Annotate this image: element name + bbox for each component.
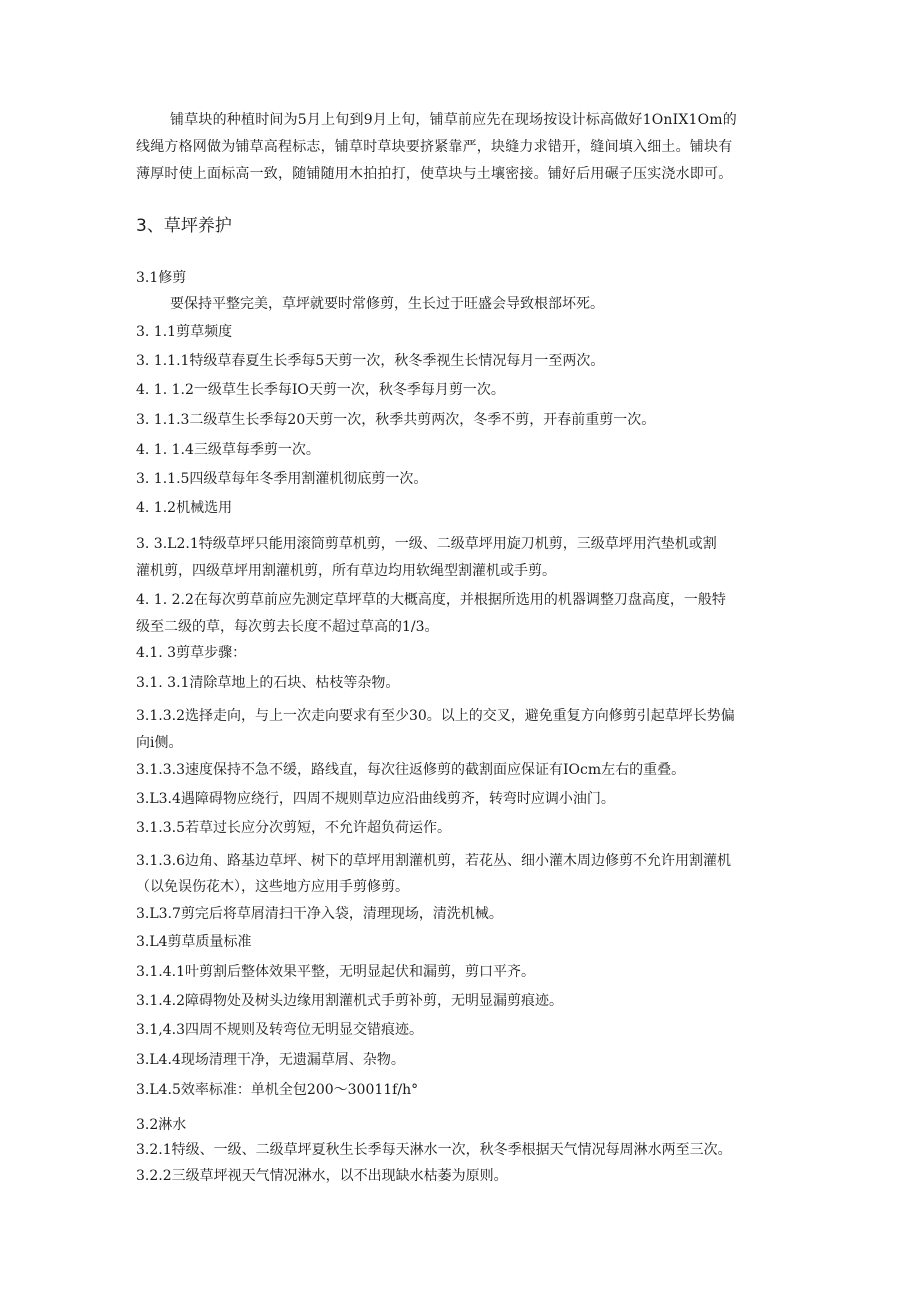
text-line: 3.L3.7剪完后将草屑清扫干净入袋，清理现场，清洗机械。 [136, 906, 503, 922]
text-line: 3.1.3.2选择走向，与上一次走向要求有至少30。以上的交叉，避免重复方向修剪引起草坪长势偏 [136, 708, 735, 724]
text-line: 4.1. 3剪草步骤： [136, 645, 247, 661]
text-line: 灌机剪，四级草坪用割灌机剪，所有草边均用软绳型割灌机或手剪。 [136, 563, 556, 579]
text-line: 3.L3.4遇障碍物应绕行，四周不规则草边应沿曲线剪齐，转弯时应调小油门。 [136, 791, 615, 807]
text-line: 3.1.3.3速度保持不急不缓，路线直，每次往返修剪的截割面应保证有IOcm左右的重叠。 [136, 762, 686, 778]
subsection-heading: 3.2淋水 [136, 1117, 187, 1133]
text-line: 向i侧。 [136, 735, 183, 751]
text-line: 3.L4.5效率标准：单机全包200〜30011f∕h° [136, 1082, 419, 1098]
text-line: 要保持平整完美，草坪就要时常修剪，生长过于旺盛会导致根部坏死。 [170, 296, 604, 312]
intro-line-1: 铺草块的种植时间为5月上旬到9月上旬，铺草前应先在现场按设计标高做好1OnIX1Om的 [170, 112, 737, 128]
text-line: 3.2.2三级草坪视天气情况淋水，以不出现缺水枯萎为原则。 [136, 1168, 508, 1184]
text-line: 3. 1.1.3二级草生长季每20天剪一次，秋季共剪两次，冬季不剪，开春前重剪一次。 [136, 412, 656, 428]
text-line: 3.1.4.2障碍物处及树头边缘用割灌机式手剪补剪，无明显漏剪痕迹。 [136, 993, 563, 1009]
text-line: 3.1.4.1叶剪割后整体效果平整，无明显起伏和漏剪，剪口平齐。 [136, 964, 535, 980]
text-line: 3.1. 3.1清除草地上的石块、枯枝等杂物。 [136, 675, 400, 691]
text-line: 3.1.3.6边角、路基边草坪、树下的草坪用割灌机剪，若花丛、细小灌木周边修剪不允许用割灌机 [136, 853, 731, 869]
text-line: 4. 1. 2.2在每次剪草前应先测定草坪草的大概高度，并根据所选用的机器调整刀盘高度，一般特 [136, 592, 726, 608]
text-line: 3. 1.1.5四级草每年冬季用割灌机彻底剪一次。 [136, 471, 428, 487]
text-line: 4. 1. 1.2一级草生长季每IO天剪一次，秋冬季每月剪一次。 [136, 382, 505, 398]
text-line: （以免误伤花木），这些地方应用手剪修剪。 [136, 879, 409, 895]
intro-line-2: 线绳方格网做为铺草高程标志，铺草时草块要挤紧靠严，块缝力求错开，缝间填入细土。铺块有 [136, 139, 733, 155]
text-line: 3.L4剪草质量标准 [136, 934, 252, 950]
text-line: 3. 1.1.1特级草春夏生长季每5天剪一次，秋冬季视生长情况每月一至两次。 [136, 353, 605, 369]
intro-line-3: 薄厚时使上面标高一致，随铺随用木拍拍打，使草块与土壤密接。铺好后用碾子压实浇水即可。 [136, 166, 733, 182]
text-line: 3.L4.4现场清理干净，无遗漏草屑、杂物。 [136, 1052, 405, 1068]
text-line: 3. 1.1剪草频度 [136, 324, 233, 340]
text-line: 3.2.1特级、一级、二级草坪夏秋生长季每天淋水一次，秋冬季根据天气情况每周淋水两至三次。 [136, 1142, 732, 1158]
text-line: 3.1,4.3四周不规则及转弯位无明显交错痕迹。 [136, 1022, 423, 1038]
text-line: 4. 1. 1.4三级草每季剪一次。 [136, 442, 320, 458]
section-heading: 3、草坪养护 [136, 216, 232, 236]
text-line: 4. 1.2机械选用 [136, 500, 233, 516]
text-line: 3. 3.L2.1特级草坪只能用滚筒剪草机剪，一级、二级草坪用旋刀机剪，三级草坪用汽垫机或割 [136, 536, 717, 552]
subsection-heading: 3.1修剪 [136, 270, 187, 286]
text-line: 级至二级的草，每次剪去长度不超过草高的1/3。 [136, 619, 439, 635]
text-line: 3.1.3.5若草过长应分次剪短，不允许超负荷运作。 [136, 820, 451, 836]
